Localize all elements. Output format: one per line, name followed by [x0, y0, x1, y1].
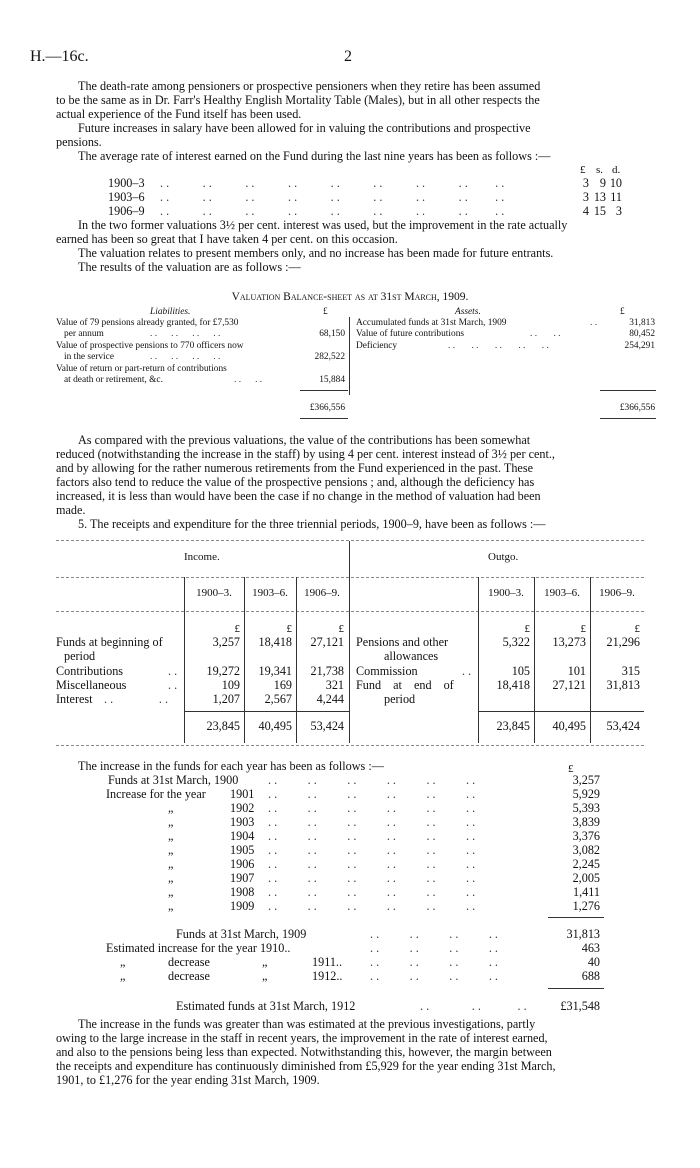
ditto-mark: „ — [168, 857, 174, 871]
increase-value: 5,393 — [572, 801, 600, 815]
liability-label: Value of 79 pensions already granted, for £7,530 — [56, 318, 239, 328]
table-cell: 109 — [221, 678, 240, 692]
paragraph-line: The results of the valuation are as follows :— — [78, 260, 301, 274]
outgo-row-label: Fund at end of — [356, 678, 454, 692]
estimate-word: decrease — [168, 955, 210, 969]
ditto-mark: „ — [262, 955, 268, 969]
asset-label: Deficiency — [356, 341, 398, 351]
table-bottom-rule — [56, 745, 644, 746]
liability-label: Value of prospective pensions to 770 officers now — [56, 341, 244, 351]
estimate-year: 1912.. — [312, 969, 343, 983]
ditto-mark: „ — [168, 815, 174, 829]
pound-unit: £ — [234, 623, 240, 635]
paragraph-line: and by allowing for the rather numerous retirements from the Fund experienced in the past. These — [56, 461, 533, 475]
paragraph-line: 5. The receipts and expenditure for the three triennial periods, 1900–9, have been as follows :— — [78, 517, 546, 531]
paragraph-line: As compared with the previous valuations, the value of the contributions has been somewhat — [78, 433, 531, 447]
interest-pence: 10 — [609, 176, 622, 190]
estimate-year: 1911.. — [312, 955, 343, 969]
ditto-mark: „ — [168, 801, 174, 815]
ditto-mark: „ — [262, 969, 268, 983]
unit-pence: d. — [612, 164, 621, 176]
table-cell: 27,121 — [310, 635, 344, 649]
income-row-label: Miscellaneous — [56, 678, 127, 692]
estimate-value: 688 — [581, 969, 600, 983]
asset-amount: 80,452 — [629, 329, 655, 339]
paragraph-line: made. — [56, 503, 86, 517]
income-row-label: period — [64, 649, 96, 663]
liability-label: per annum — [64, 329, 104, 339]
paragraph-line: actual experience of the Fund itself has been used. — [56, 107, 302, 121]
estimate-value: 40 — [587, 955, 600, 969]
increase-value: 1,411 — [573, 885, 600, 899]
page-number: 2 — [344, 48, 352, 65]
asset-amount: 31,813 — [629, 318, 655, 328]
income-period-header: 1906–9. — [304, 587, 340, 599]
increase-year: 1902 — [230, 801, 255, 815]
estimate-value: 463 — [581, 941, 600, 955]
paragraph-line: pensions. — [56, 135, 102, 149]
total-rule — [600, 418, 656, 419]
paragraph-line: factors also tend to reduce the value of the prospective pensions ; and, although the deficiency has — [56, 475, 535, 489]
pound-unit: £ — [634, 623, 640, 635]
paragraph-line: to be the same as in Dr. Farr's Healthy English Mortality Table (Males), but in all other respects the — [56, 93, 540, 107]
balance-sheet-title: Valuation Balance-sheet as at 31st March, 1909. — [231, 291, 469, 303]
interest-pounds: 3 — [582, 190, 589, 204]
funds-1909-label: Funds at 31st March, 1909 — [176, 927, 307, 941]
income-total: 53,424 — [310, 719, 344, 733]
assets-pound-unit: £ — [620, 307, 625, 317]
pound-unit: £ — [580, 623, 586, 635]
increase-value: 3,082 — [572, 843, 600, 857]
outgo-row-label: Commission — [356, 664, 418, 678]
increase-year: 1901 — [230, 787, 255, 801]
ditto-mark: „ — [168, 885, 174, 899]
table-cell: 31,813 — [606, 678, 640, 692]
paragraph-line: reduced (notwithstanding the increase in the staff) by using 4 per cent. interest instead of 3½ per cent., — [56, 447, 555, 461]
income-period-header: 1900–3. — [196, 587, 232, 599]
final-estimate-value: £31,548 — [560, 999, 600, 1013]
increase-value: 2,245 — [572, 857, 600, 871]
table-cell: 21,296 — [606, 635, 640, 649]
table-cell: 105 — [511, 664, 530, 678]
interest-shillings: 13 — [593, 190, 606, 204]
liabilities-pound-unit: £ — [323, 307, 328, 317]
document-reference: H.—16c. — [30, 48, 89, 65]
interest-period: 1900–3 — [108, 176, 145, 190]
increase-value: 2,005 — [572, 871, 600, 885]
liability-label: in the service — [64, 352, 114, 362]
table-rule — [56, 611, 644, 612]
paragraph-line: 1901, to £1,276 for the year ending 31st March, 1909. — [56, 1073, 320, 1087]
table-cell: 27,121 — [552, 678, 586, 692]
table-cell: 3,257 — [212, 635, 240, 649]
interest-pence: 3 — [615, 204, 622, 218]
table-cell: 4,244 — [316, 692, 344, 706]
increase-label: Funds at 31st March, 1900 — [108, 773, 239, 787]
income-total: 40,495 — [258, 719, 292, 733]
paragraph-line: owing to the large increase in the staff in recent years, the improvement in the rate of interest earned, — [56, 1031, 548, 1045]
interest-shillings: 9 — [599, 176, 606, 190]
interest-shillings: 15 — [593, 204, 606, 218]
assets-heading: Assets. — [455, 307, 481, 317]
table-cell: 5,322 — [502, 635, 530, 649]
pound-unit: £ — [338, 623, 344, 635]
table-cell: 2,567 — [264, 692, 292, 706]
table-cell: 19,272 — [206, 664, 240, 678]
outgo-total: 53,424 — [606, 719, 640, 733]
sum-rule — [548, 988, 604, 989]
table-cell: 169 — [273, 678, 292, 692]
income-heading: Income. — [184, 551, 220, 563]
paragraph-line: increased, it is less than would have been the case if no change in the method of valuation had been — [56, 489, 541, 503]
increase-year: 1906 — [230, 857, 255, 871]
assets-total: £366,556 — [619, 403, 655, 413]
ditto-mark: „ — [168, 843, 174, 857]
pound-unit: £ — [524, 623, 530, 635]
increase-year: 1909 — [230, 899, 255, 913]
pound-unit: £ — [286, 623, 292, 635]
document-page: H.—16c. 2 The death-rate among pensioners or prospective pensioners when they retire has been assumed to be the same as in Dr. Farr's Healthy English Mortality Table (Males), but in all other respects the actual experience of the Fund itself has been used. Future increases in salary have been allowed for in valuing the contributions and prospective pensions. The average rate of interest earned on the Fund during the last nine years has been as follows :— £ s. d. 1900–3 . . . . . . . . . . . . . . . . . . 3 9 10 1903–6 . . . . . . . . . . . . . . . . . . 3 13 11 1906–9 . . . . . . . . . . . . . . . . . . 4 15 3 In the two former valuations 3½ per cent. interest was used, but the improvement in the rate actually earned has been so great that I have taken 4 per cent. on this occasion. The valuation relates to present members only, and no increase has been made for future entrants. The results of the valuation are as follows :— Valuation Balance-sheet as at 31st March, 1909. Liabilities. £ Assets. £ Value of 79 pensions already granted, for £7,530 per annum . . . . . . . . 68,150 Value of prospective pensions to 770 officers now in the service . . . . . . . . 282,522 Value of return or part-return of contributions at death or retirement, &c. . . . . 15,884 Accumulated funds at 31st March, 1909 . . 31,813 Value of future contributions . . . . 80,452 Deficiency . . . . . . . . . . 254,291 £366,556 £366,556 As compared with the previous valuations, the value of the contributions has been somewhat reduced (notwithstanding the increase in the staff) by using 4 per cent. interest instead of 3½ per cent., and by allowing for the rather numerous retirements from the Fund experienced in the past. These factors also tend to reduce the value of the prospective pensions ; and, although the deficiency has increased, it is less than would have been the case if no change in the method of valuation had been made. 5. The receipts and expenditure for the three triennial periods, 1900–9, have been as follows :— Income. Outgo. 1900–3. 1903–6. 1906–9. 1900–3. 1903–6. 1906–9. £ £ £ £ £ £ Funds at beginning of period 3,257 18,418 27,121 Contributions . . 19,272 19,341 21,738 Miscellaneous . . 109 169 321 Interest . . . . 1,207 2,567 4,244 Pensions and other allowances 5,322 13,273 21,296 Commission . . 105 101 315 Fund at end of period 18,418 27,121 31,813 23,845 40,495 53,424 23,845 40,495 53,424 The increase in the funds for each year has been as follows :— £ Funds at 31st March, 1900 . . . . . . . . . . . . 3,257 Increase for the year 1901 . . . . . . . . . . . . 5,929 „ 1902 . . . . . . . . . . . . 5,393 „ 1903 . . . . . . . . . . . . 3,839 „ 1904 . . . . . . . . . . . . 3,376 „ 1905 . . . . . . . . . . . . 3,082 „ 1906 . . . . . . . . . . . . 2,245 „ 1907 . . . . . . . . . . . . 2,005 „ 1908 . . . . . . . . . . . . 1,411 „ 1909 . . . . . . . . . . . . 1,276 Funds at 31st March, 1909 . . . . . . . . 31,813 Estimated increase for the year 1910.. . . . . . . . . 463 „ decrease „ 1911.. . . . . . . . . 40 „ decrease „ 1912.. . . . . . . . . 688 Estimated funds at 31st March, 1912 . . . . . . £31,548 The increase in the funds was greater than was estimated at the previous investigations, partly owing to the large increase in the staff in recent years, the improvement in the rate of interest earned, and also to the pensions being less than expected. Notwithstanding this, however, the margin between the receipts and expenditure has continuously diminished from £5,929 for the year ending 31st March, 1901, to £1,276 for the year ending 31st March, 1909. — [30, 48, 655, 1087]
asset-amount: 254,291 — [624, 341, 655, 351]
liability-label: at death or retirement, &c. — [64, 375, 163, 385]
unit-shillings: s. — [596, 164, 604, 176]
income-row-label: Interest — [56, 692, 93, 706]
interest-pence: 11 — [610, 190, 622, 204]
paragraph-line: The death-rate among pensioners or prospective pensioners when they retire has been assumed — [78, 79, 541, 93]
liability-amount: 68,150 — [319, 329, 345, 339]
ditto-mark: „ — [120, 969, 126, 983]
income-period-header: 1903–6. — [252, 587, 288, 599]
interest-pounds: 4 — [582, 204, 589, 218]
increase-year: 1905 — [230, 843, 255, 857]
table-cell: 13,273 — [552, 635, 586, 649]
liabilities-heading: Liabilities. — [150, 307, 191, 317]
paragraph-line: the receipts and expenditure has continuously diminished from £5,929 for the year ending 31st March, — [56, 1059, 556, 1073]
table-cell: 21,738 — [310, 664, 344, 678]
increase-year: 1903 — [230, 815, 255, 829]
balance-sheet-divider — [349, 317, 350, 395]
interest-period: 1906–9 — [108, 204, 145, 218]
ditto-mark: „ — [168, 871, 174, 885]
ditto-mark: „ — [168, 899, 174, 913]
increase-year: 1907 — [230, 871, 255, 885]
increase-year: 1904 — [230, 829, 255, 843]
paragraph-line: The increase in the funds was greater than was estimated at the previous investigations, partly — [78, 1017, 536, 1031]
income-total: 23,845 — [206, 719, 240, 733]
increase-intro: The increase in the funds for each year has been as follows :— — [78, 759, 384, 773]
outgo-period-header: 1906–9. — [599, 587, 635, 599]
paragraph-line: The average rate of interest earned on the Fund during the last nine years has been as follows :— — [78, 149, 551, 163]
table-cell: 321 — [325, 678, 344, 692]
asset-label: Accumulated funds at 31st March, 1909 — [356, 318, 507, 328]
income-row-label: Funds at beginning of — [56, 635, 163, 649]
totals-rule — [478, 711, 644, 712]
outgo-row-label: period — [384, 692, 416, 706]
asset-label: Value of future contributions — [356, 329, 465, 339]
liability-label: Value of return or part-return of contributions — [56, 364, 227, 374]
sum-rule — [548, 917, 604, 918]
table-rule — [56, 577, 644, 578]
ditto-mark: „ — [120, 955, 126, 969]
increase-prefix: Increase for the year — [106, 787, 206, 801]
table-cell: 315 — [621, 664, 640, 678]
increase-pound-unit: £ — [568, 763, 574, 775]
table-cell: 1,207 — [212, 692, 240, 706]
liability-amount: 282,522 — [314, 352, 345, 362]
table-cell: 101 — [567, 664, 586, 678]
increase-value: 3,839 — [572, 815, 600, 829]
paragraph-line: and also to the pensions being less than expected. Notwithstanding this, however, the margin between — [56, 1045, 552, 1059]
interest-pounds: 3 — [582, 176, 589, 190]
funds-1909-value: 31,813 — [566, 927, 600, 941]
liabilities-total: £366,556 — [309, 403, 345, 413]
estimate-word: decrease — [168, 969, 210, 983]
final-estimate-label: Estimated funds at 31st March, 1912 — [176, 999, 356, 1013]
outgo-total: 40,495 — [552, 719, 586, 733]
table-cell: 19,341 — [258, 664, 292, 678]
paragraph-line: In the two former valuations 3½ per cent. interest was used, but the improvement in the rate actually — [78, 218, 568, 232]
increase-year: 1908 — [230, 885, 255, 899]
increase-value: 1,276 — [572, 899, 600, 913]
outgo-row-label: allowances — [384, 649, 439, 663]
unit-pound: £ — [580, 164, 586, 176]
outgo-period-header: 1903–6. — [544, 587, 580, 599]
ditto-mark: „ — [168, 829, 174, 843]
outgo-period-header: 1900–3. — [488, 587, 524, 599]
paragraph-line: earned has been so great that I have taken 4 per cent. on this occasion. — [56, 232, 398, 246]
table-cell: 18,418 — [258, 635, 292, 649]
outgo-total: 23,845 — [496, 719, 530, 733]
total-rule — [300, 418, 348, 419]
estimate-label: Estimated increase for the year 1910.. — [106, 941, 291, 955]
table-cell: 18,418 — [496, 678, 530, 692]
outgo-row-label: Pensions and other — [356, 635, 449, 649]
totals-rule — [184, 711, 349, 712]
increase-value: 3,257 — [572, 773, 600, 787]
increase-value: 3,376 — [572, 829, 600, 843]
paragraph-line: The valuation relates to present members only, and no increase has been made for future entrants. — [78, 246, 554, 260]
total-rule — [300, 390, 348, 391]
total-rule — [600, 390, 656, 391]
paragraph-line: Future increases in salary have been allowed for in valuing the contributions and prospective — [78, 121, 531, 135]
increase-value: 5,929 — [572, 787, 600, 801]
income-row-label: Contributions — [56, 664, 124, 678]
interest-period: 1903–6 — [108, 190, 145, 204]
liability-amount: 15,884 — [319, 375, 345, 385]
table-top-rule — [56, 540, 644, 541]
outgo-heading: Outgo. — [488, 551, 519, 563]
